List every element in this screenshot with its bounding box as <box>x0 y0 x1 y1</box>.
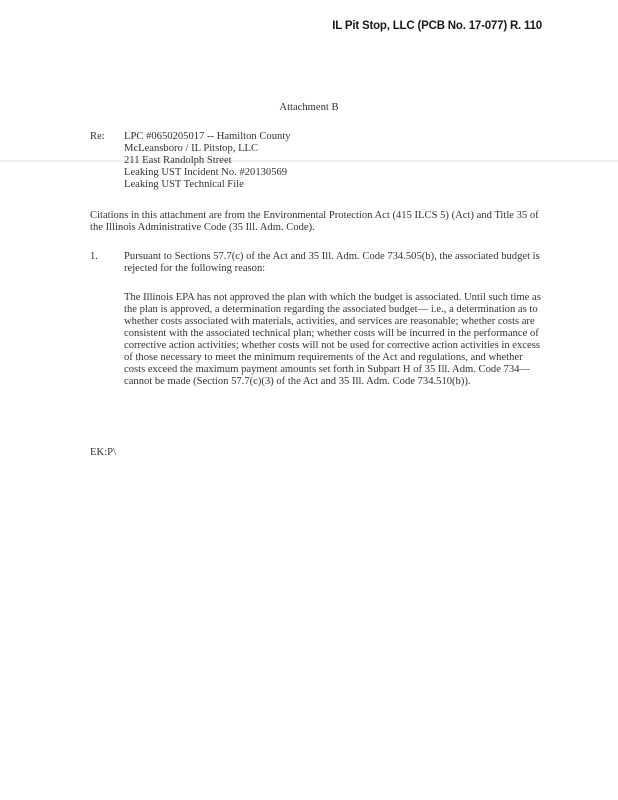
reason-paragraph: The Illinois EPA has not approved the plan with which the budget is associated. Until such time as the plan is approved, a determination regarding the associated budget— i.e., a determination as to whether costs associated with materials, activities, and services are reasonable; whether costs are consistent with the associated technical plan; whether costs will be incurred in the performance of corrective action activities; whether costs will not be used for corrective action activities in excess of those necessary to meet the minimum requirements of the Act and regulations, and whether costs exceed the maximum payment amounts set forth in Subpart H of 35 Ill. Adm. Code 734—cannot be made (Section 57.7(c)(3) of the Act and 35 Ill. Adm. Code 734.510(b)). <box>124 292 541 387</box>
bates-stamp: IL Pit Stop, LLC (PCB No. 17-077) R. 110 <box>332 20 542 32</box>
item-number: 1. <box>90 251 98 262</box>
document-title: Attachment B <box>279 102 339 113</box>
re-line-incident: Leaking UST Incident No. #20130569 <box>124 167 288 178</box>
re-line-address: 211 East Randolph Street <box>124 155 232 166</box>
item-text: Pursuant to Sections 57.7(c) of the Act and 35 Ill. Adm. Code 734.505(b), the associated budget is rejected for the following reason: <box>124 251 540 274</box>
re-line-lpc: LPC #0650205017 -- Hamilton County <box>124 131 291 142</box>
initials: EK:P\ <box>90 447 116 458</box>
re-line-owner: McLeansboro / IL Pitstop, LLC <box>124 143 259 154</box>
re-block <box>124 131 291 191</box>
re-line-file: Leaking UST Technical File <box>124 179 244 190</box>
scan-artifact-line <box>0 160 618 162</box>
re-label: Re: <box>90 131 105 142</box>
citations-paragraph: Citations in this attachment are from the Environmental Protection Act (415 ILCS 5) (Act) and Title 35 of the Illinois Administrative Code (35 Ill. Adm. Code). <box>90 210 539 233</box>
